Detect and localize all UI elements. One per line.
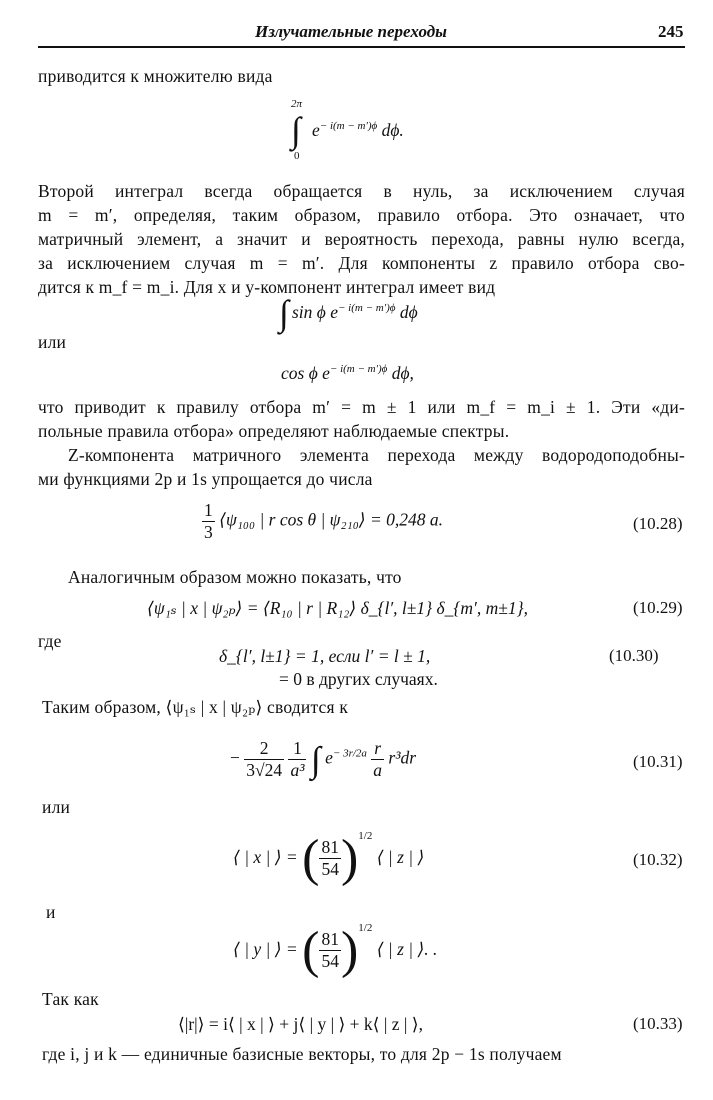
equation-10-30-line-2: = 0 в других случаях. [279,669,438,689]
eq-1032-left: ⟨ | x | ⟩ = [233,847,298,867]
word-i: и [46,902,56,922]
fraction-denominator: 3 [204,522,213,542]
left-paren: ( [302,829,320,887]
paragraph-2-line-5: дится к m_f = m_i. Для x и y-компонент интеграл имеет вид [38,277,496,297]
fraction-81-over-54 [319,837,341,880]
equation-10-32 [233,830,424,885]
equation-number-10-28: (10.28) [633,514,683,533]
eq-1032-power: 1/2 [358,830,373,842]
word-ili-1: или [38,332,67,352]
left-paren: ( [302,921,320,979]
equation-10-31 [230,738,416,781]
eq-cos-tail: dϕ, [391,363,414,383]
word-gde: где [38,631,62,651]
fraction-denominator: a³ [290,760,305,780]
equation-y-component [233,922,437,977]
eq-int2-body: sin ϕ e [292,302,338,322]
fraction-numerator: 1 [288,738,306,760]
paragraph-6: Таким образом, ⟨ψ₁ₛ | x | ψ₂ₚ⟩ сводится к [42,697,349,717]
eq-int1-exponent: − i(m − m′)ϕ [319,120,378,133]
paragraph-2-line-4: за исключением случая m = m′. Для компоненты z правило отбора сво- [38,253,685,273]
fraction-denominator: a [373,760,383,780]
paragraph-7: Так как [42,989,99,1009]
right-paren: ) [340,921,359,979]
fraction-numerator: 2 [244,738,284,760]
eq-int2-tail: dϕ [399,302,418,322]
eq-1031-tail: r³dr [388,747,417,768]
equation-10-28 [202,500,443,543]
equation-number-10-33: (10.33) [633,1014,683,1033]
equation-number-10-32: (10.32) [633,850,683,869]
integral-sign-2: ∫ [279,293,289,333]
eq-int1-tail: dϕ. [381,120,404,140]
equation-number-10-31: (10.31) [633,752,683,771]
eq-cos-body: cos ϕ e [281,363,330,383]
fraction-numerator: 81 [321,837,339,858]
equation-cos [281,363,414,384]
eq-int2-exponent: − i(m − m′)ϕ [338,302,396,315]
paragraph-intro: приводится к множителю вида [38,66,273,86]
fraction-1-over-a-cubed [288,738,306,781]
paragraph-4-line-2: ми функциями 2p и 1s упрощается до числа [38,469,373,489]
equation-integral-1 [312,120,404,141]
paragraph-3-line-1: что приводит к правилу отбора m′ = m ± 1 или m_f = m_i ± 1. Эти «ди- [38,397,685,417]
right-paren: ) [340,829,359,887]
fraction-2-over-3sqrt24 [244,738,284,781]
paragraph-2-line-3: матричный элемент, а значит и вероятность перехода, равны нулю всегда, [38,229,685,249]
fraction-r-over-a [371,738,384,781]
eq-y-left: ⟨ | y | ⟩ = [233,939,298,959]
integral-lower-limit: 0 [294,150,300,162]
eq-y-power: 1/2 [358,922,373,934]
equation-integral-2 [292,302,418,323]
fraction-numerator: r [371,738,384,760]
eq-1032-right: ⟨ | z | ⟩ [376,847,425,867]
equation-number-10-30: (10.30) [609,646,659,665]
running-title: Излучательные переходы [255,22,447,41]
fraction-one-third [202,500,215,543]
fraction-numerator: 1 [204,500,213,520]
word-ili-2: или [42,797,71,817]
equation-10-29: ⟨ψ₁ₛ | x | ψ₂ₚ⟩ = ⟨R₁₀ | r | R₁₂⟩ δ_{l′, l±1} δ_{m′, m±1}, [147,598,528,618]
eq-1031-exponent: − 3r/2a [332,747,367,760]
header-rule [38,46,685,48]
eq-int1-body: e [312,120,320,140]
paragraph-2-line-2: m = m′, определяя, таким образом, правило отбора. Это означает, что [38,205,685,225]
paragraph-4-line-1: Z-компонента матричного элемента перехода между водородоподобны- [68,445,685,465]
paragraph-5: Аналогичным образом можно показать, что [68,567,402,587]
integral-sign: ∫ [291,110,301,150]
paragraph-2-line-1: Второй интеграл всегда обращается в нуль, за исключением случая [38,181,685,201]
eq-1028-body: ⟨ψ₁₀₀ | r cos θ | ψ₂₁₀⟩ = 0,248 a. [219,509,444,530]
integral-upper-limit: 2π [291,98,303,110]
fraction-denominator: 54 [321,859,339,880]
paragraph-last: где i, j и k — единичные базисные векторы, то для 2p − 1s получаем [42,1044,562,1064]
eq-cos-exponent: − i(m − m′)ϕ [329,363,388,376]
integral-sign-3: ∫ [310,739,321,780]
paragraph-3-line-2: польные правила отбора» определяют наблюдаемые спектры. [38,421,510,441]
fraction-denominator: 3√24 [246,760,283,780]
fraction-denominator: 54 [321,951,339,972]
page-number: 245 [658,22,684,41]
eq-y-right: ⟨ | z | ⟩. . [376,939,438,959]
equation-10-33: ⟨|r|⟩ = i⟨ | x | ⟩ + j⟨ | y | ⟩ + k⟨ | z | ⟩, [178,1014,423,1034]
fraction-numerator: 81 [321,929,339,950]
fraction-81-over-54 [319,929,341,972]
equation-10-30-line-1: δ_{l′, l±1} = 1, если l′ = l ± 1, [219,646,431,666]
eq-1031-integrand: e [325,747,333,768]
eq-1031-minus: − [230,747,240,768]
equation-number-10-29: (10.29) [633,598,683,617]
